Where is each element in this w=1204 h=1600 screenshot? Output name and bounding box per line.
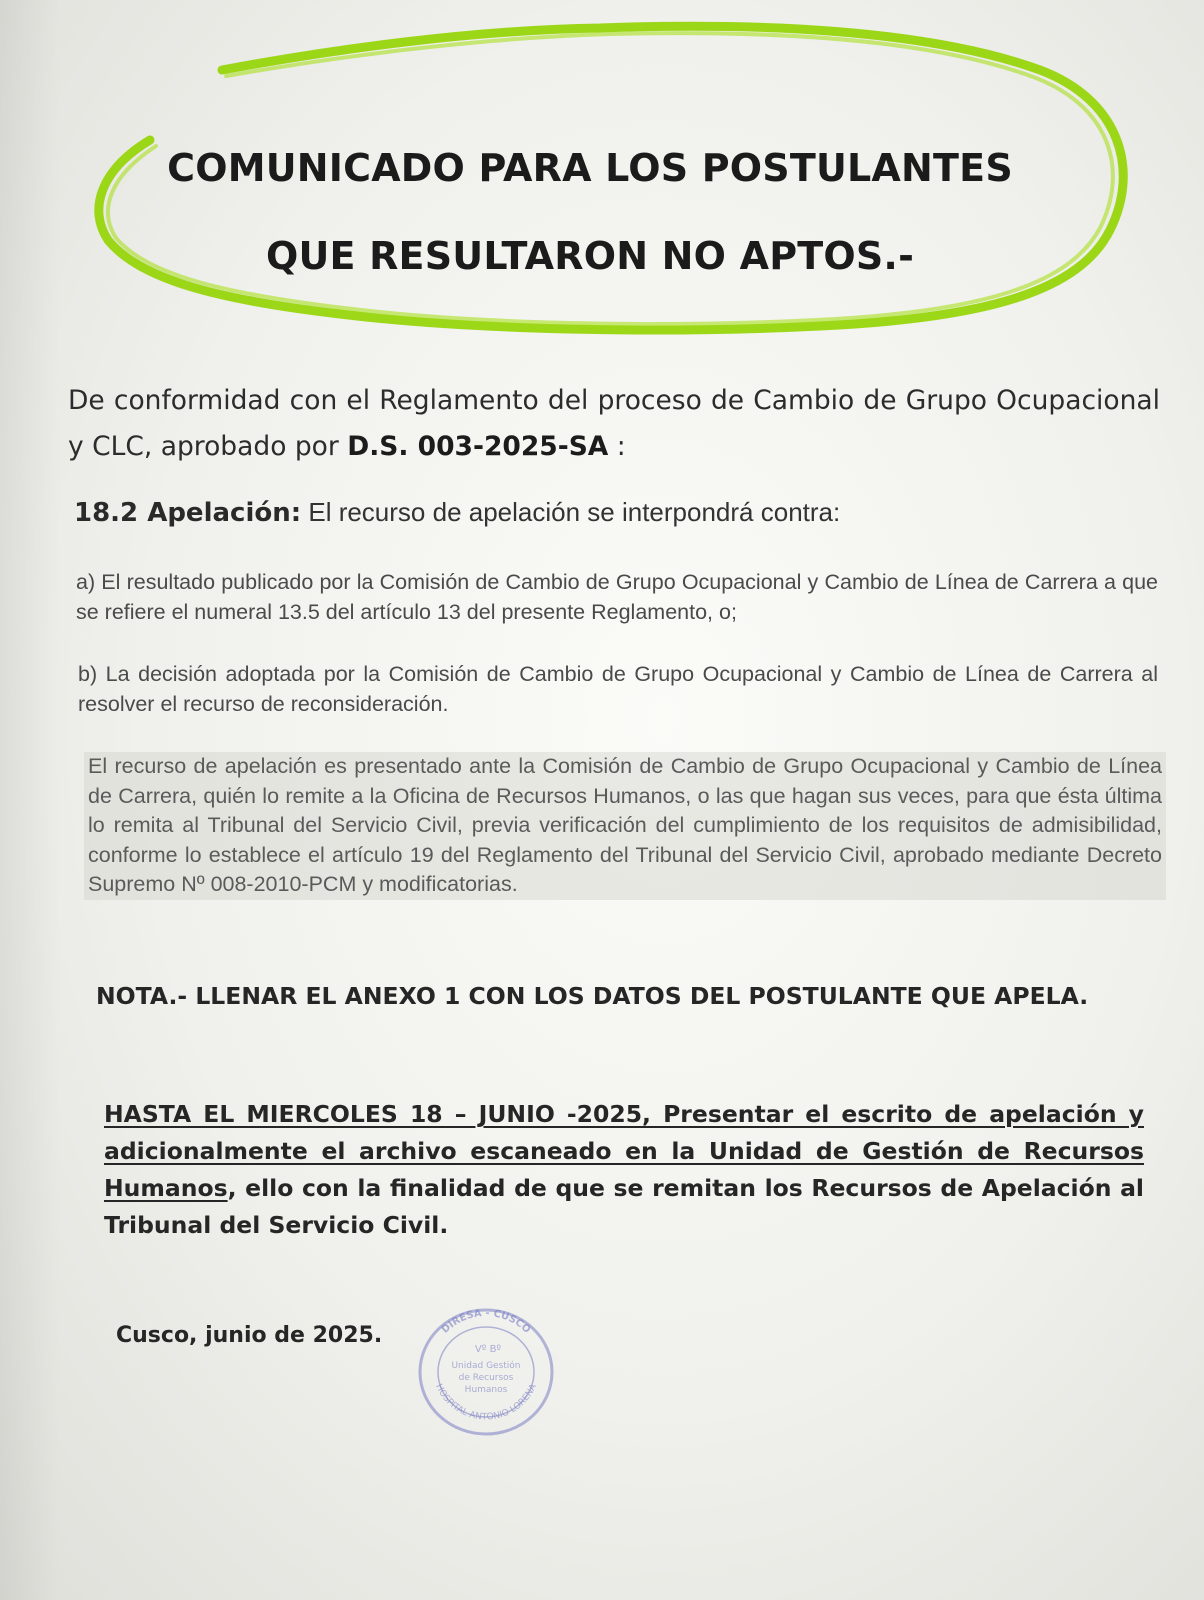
svg-text:DIRESA - CUSCO [440,1308,533,1336]
place-date: Cusco, junio de 2025. [116,1323,383,1348]
official-stamp [412,1300,562,1440]
article-number: 18.2 Apelación: [74,498,302,528]
stamp-line-3: Humanos [464,1385,508,1395]
stamp-line-1: Unidad Gestión [451,1361,521,1371]
intro-end: : [608,431,626,462]
intro-paragraph [68,378,1160,470]
appeal-paragraph: El recurso de apelación es presentado ante la Comisión de Cambio de Grupo Ocupacional y Cambio de Línea de Carrera, quién lo remite a la Oficina de Recursos Humanos, o las que hagan sus veces, para que ésta última lo remita al Tribunal del Servicio Civil, previa verificación del cumplimiento de los requisitos de admisibilidad, conforme lo establece el artículo 19 del Reglamento del Tribunal del Servicio Civil, aprobado mediante Decreto Supremo Nº 008-2010-PCM y modificatorias. [84,752,1166,900]
article-text: El recurso de apelación se interpondrá contra: [301,497,841,527]
page-title-line-2: QUE RESULTARON NO APTOS.- [265,234,915,278]
note-line: NOTA.- LLENAR EL ANEXO 1 CON LOS DATOS DEL POSTULANTE QUE APELA. [96,982,1089,1010]
stamp-ring-bottom: HOSPITAL ANTONIO LORENA [433,1382,539,1423]
deadline-paragraph [104,1096,1144,1244]
decree-reference: D.S. 003-2025-SA [347,431,609,462]
article-heading-line [74,497,1164,528]
list-item-b: b) La decisión adoptada por la Comisión de Cambio de Grupo Ocupacional y Cambio de Línea de Carrera al resolver el recurso de reconsideración. [78,662,1158,716]
stamp-line-2: de Recursos [458,1373,514,1383]
deadline-rest-text: , ello con la finalidad de que se remitan los Recursos de Apelación al Tribunal del Servicio Civil. [104,1174,1144,1239]
intro-text: De conformidad con el Reglamento del proceso de Cambio de Grupo Ocupacional y CLC, aprobado por [68,385,1160,462]
list-item-a: a) El resultado publicado por la Comisión de Cambio de Grupo Ocupacional y Cambio de Línea de Carrera a que se refiere el numeral 13.5 del artículo 13 del presente Reglamento, o; [76,570,1158,624]
deadline-underlined-text: HASTA EL MIERCOLES 18 – JUNIO -2025, Presentar el escrito de apelación y adicionalmente el archivo escaneado en la Unidad de Gestión de Recursos Humanos [104,1100,1144,1202]
stamp-vb: Vº Bº [474,1344,502,1355]
stamp-ring-top: DIRESA - CUSCO [439,1307,533,1336]
page-title-line-1: COMUNICADO PARA LOS POSTULANTES [167,146,1013,190]
